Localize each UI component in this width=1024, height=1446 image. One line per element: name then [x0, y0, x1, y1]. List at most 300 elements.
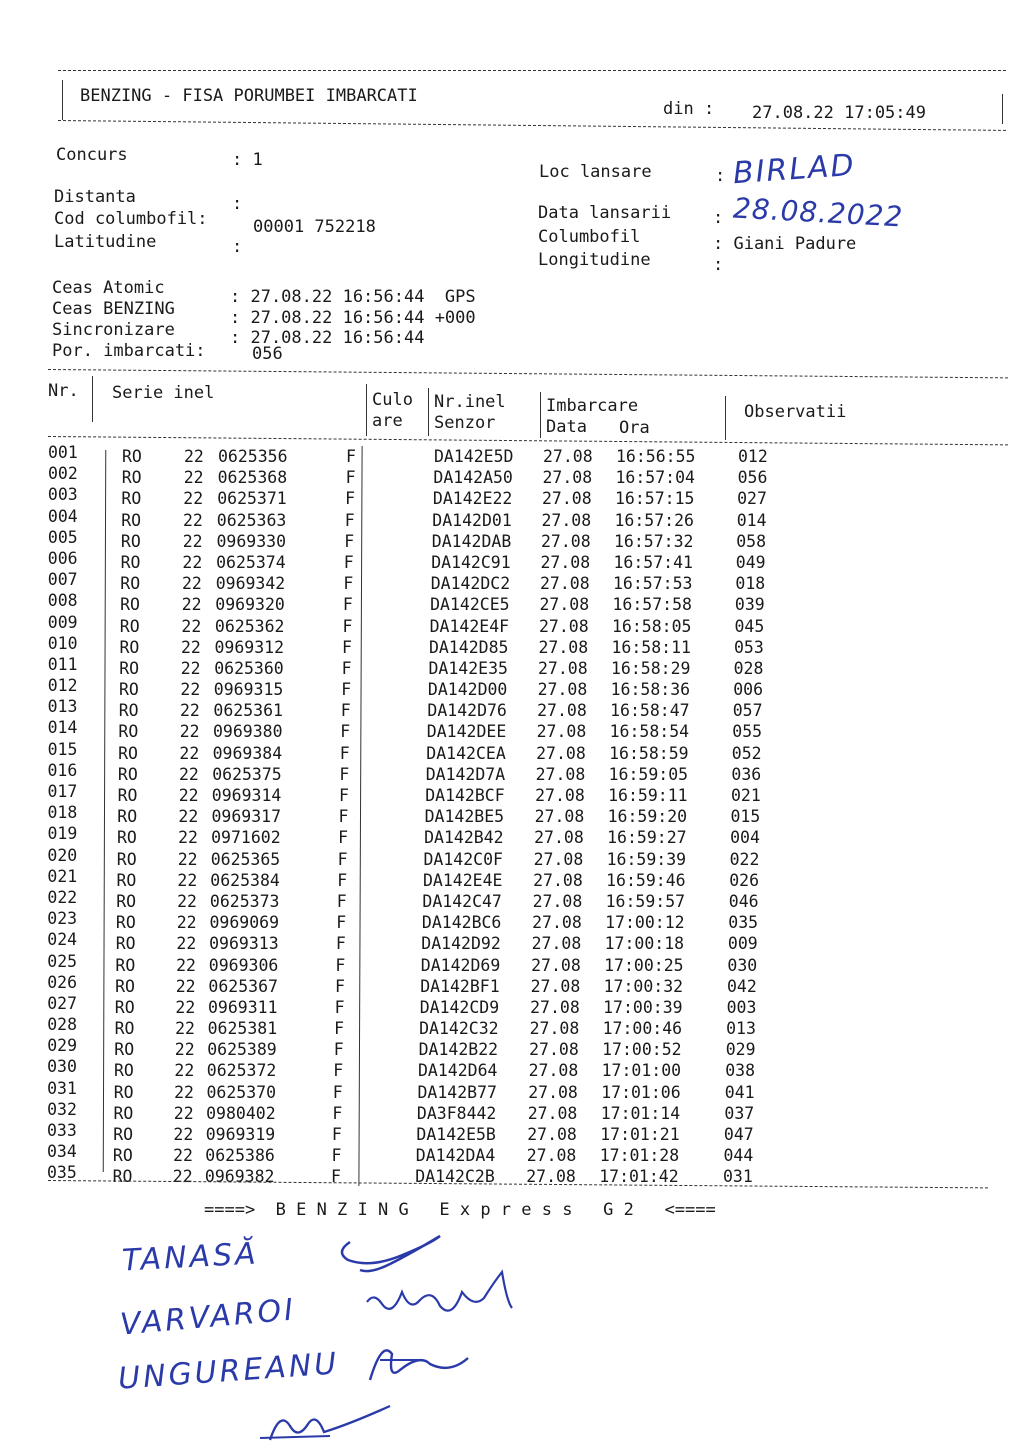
country-code: RO: [117, 764, 138, 784]
ring-year: 22: [182, 574, 202, 594]
sex-code: F: [342, 616, 353, 636]
boarding-date: 27.08: [539, 616, 589, 636]
country-code: RO: [116, 891, 137, 911]
row-number: 014: [47, 718, 78, 738]
col-header-nrinel: Nr.inel: [434, 392, 506, 412]
boarding-time: 16:58:11: [611, 637, 691, 657]
row-number: 008: [47, 591, 78, 611]
observation-number: 057: [732, 701, 763, 721]
ring-number: 0625389: [207, 1040, 277, 1060]
row-number: 006: [47, 548, 78, 568]
sensor-id: DA142C47: [422, 891, 502, 911]
distanta-value: :: [232, 194, 243, 214]
country-code: RO: [115, 934, 136, 954]
boarding-date: 27.08: [531, 955, 581, 975]
longitudine-label: Longitudine: [538, 250, 651, 270]
sensor-id: DA142DC2: [430, 574, 511, 594]
row-number: 015: [47, 739, 78, 759]
boarding-time: 16:59:11: [608, 786, 688, 805]
ring-number: 0971602: [211, 828, 281, 848]
table-row: [48, 634, 788, 655]
row-number: 024: [47, 930, 78, 950]
boarding-time: 17:00:25: [604, 955, 684, 975]
observation-number: 028: [733, 658, 764, 678]
row-number: 026: [47, 972, 78, 992]
separator-nr: [92, 376, 93, 422]
ring-year: 22: [176, 955, 196, 975]
boarding-time: 16:57:32: [614, 531, 694, 551]
country-code: RO: [118, 701, 139, 721]
observation-number: 026: [729, 870, 760, 890]
table-row: [48, 994, 788, 1015]
observation-number: 049: [735, 552, 766, 572]
col-header-senzor: Senzor: [434, 413, 496, 433]
row-number: 005: [47, 527, 78, 547]
country-code: RO: [115, 976, 135, 996]
table-top-border: [48, 369, 1008, 378]
table-row: [47, 824, 788, 848]
ring-year: 22: [177, 849, 198, 869]
signature-4: [250, 1396, 400, 1446]
boarding-date: 27.08: [532, 913, 582, 933]
ring-year: 22: [178, 786, 199, 805]
country-code: RO: [119, 658, 140, 678]
boarding-time: 16:58:54: [609, 722, 690, 742]
table-row: [48, 1079, 788, 1100]
observation-number: 030: [727, 955, 758, 975]
ring-year: 22: [173, 1125, 194, 1144]
ring-number: 0969382: [204, 1167, 275, 1187]
boarding-date: 27.08: [532, 891, 583, 911]
sex-code: F: [337, 870, 348, 890]
row-number: 001: [48, 443, 78, 462]
latitudine-label: Latitudine: [54, 232, 157, 252]
table-row: [47, 909, 788, 933]
sincronizare-label: Sincronizare: [52, 320, 175, 340]
ring-year: 22: [174, 1061, 195, 1081]
sensor-id: DA142CE5: [430, 595, 510, 615]
observation-number: 012: [738, 447, 768, 466]
table-row: [47, 591, 788, 615]
din-timestamp: 27.08.22 17:05:49: [752, 103, 926, 123]
ring-year: 22: [174, 1040, 195, 1060]
sex-code: F: [339, 743, 350, 763]
ring-year: 22: [184, 447, 204, 466]
sex-code: F: [341, 680, 352, 700]
row-number: 004: [47, 506, 78, 526]
sex-code: F: [336, 913, 347, 933]
boarding-date: 27.08: [538, 658, 588, 678]
ring-number: 0969312: [214, 637, 285, 657]
ring-year: 22: [180, 658, 201, 678]
boarding-date: 27.08: [530, 976, 581, 996]
sensor-id: DA142BC6: [421, 913, 502, 933]
boarding-date: 27.08: [536, 722, 587, 742]
country-code: RO: [114, 1040, 135, 1060]
separator-senzor: [540, 392, 541, 438]
country-code: RO: [114, 1019, 135, 1039]
sensor-id: DA142B42: [424, 828, 504, 848]
sensor-id: DA142BE5: [424, 807, 505, 827]
handwritten-name-2: VARVAROI: [118, 1292, 298, 1343]
sex-code: F: [337, 849, 348, 869]
country-code: RO: [114, 997, 135, 1017]
sex-code: F: [346, 447, 356, 466]
row-number: 020: [47, 845, 78, 865]
observation-number: 056: [737, 468, 768, 488]
row-number: 012: [47, 676, 78, 696]
sex-code: F: [338, 828, 349, 848]
sensor-id: DA142D76: [427, 701, 507, 721]
distanta-label: Distanta: [54, 187, 136, 207]
boarding-time: 17:00:46: [602, 1019, 683, 1039]
table-row: [47, 803, 788, 827]
ring-number: 0625368: [217, 468, 288, 488]
table-row: [48, 952, 788, 973]
din-label: din :: [663, 99, 715, 119]
table-row: [47, 1142, 788, 1166]
observation-number: 022: [729, 849, 760, 869]
row-number: 032: [47, 1099, 77, 1119]
row-number: 029: [47, 1036, 78, 1056]
row-number: 030: [47, 1057, 77, 1077]
ceas-benzing-value: : 27.08.22 16:56:44 +000: [230, 308, 476, 328]
country-code: RO: [122, 447, 142, 466]
boarding-date: 27.08: [541, 531, 591, 551]
boarding-date: 27.08: [533, 870, 583, 890]
boarding-date: 27.08: [526, 1146, 577, 1166]
boarding-time: 16:58:36: [610, 680, 691, 700]
boarding-date: 27.08: [537, 701, 587, 721]
country-code: RO: [113, 1103, 134, 1123]
observation-number: 003: [726, 997, 757, 1017]
boarding-time: 17:01:06: [601, 1082, 681, 1102]
sensor-id: DA142A50: [433, 468, 513, 488]
cod-value: 00001 752218: [253, 217, 376, 237]
table-row: [47, 485, 788, 509]
ring-number: 0625373: [209, 891, 280, 911]
separator-culo: [428, 388, 429, 436]
ring-number: 0969317: [211, 807, 282, 827]
ring-number: 0625365: [210, 849, 281, 869]
ring-number: 0625371: [217, 489, 287, 509]
por-imbarcati-value: 056: [252, 344, 283, 364]
row-number: 033: [47, 1121, 77, 1140]
table-row: [48, 613, 788, 634]
boarding-time: 17:00:52: [602, 1040, 682, 1060]
ring-year: 22: [183, 510, 203, 530]
country-code: RO: [119, 637, 140, 657]
sensor-id: DA142CD9: [419, 997, 500, 1017]
table-row: [47, 570, 788, 594]
sex-code: F: [336, 891, 347, 911]
ring-number: 0625360: [214, 658, 284, 678]
sensor-id: DA142C32: [419, 1019, 499, 1039]
table-row: [48, 528, 788, 549]
sex-code: F: [339, 764, 350, 784]
table-row: [48, 549, 788, 570]
boarding-time: 16:59:57: [605, 891, 686, 911]
sensor-id: DA142E4E: [423, 870, 503, 890]
country-code: RO: [118, 743, 138, 763]
observation-number: 039: [734, 595, 765, 615]
observation-number: 031: [723, 1167, 753, 1187]
boarding-date: 27.08: [528, 1082, 578, 1102]
boarding-time: 16:57:41: [613, 552, 693, 572]
sex-code: F: [341, 658, 352, 678]
row-number: 027: [47, 993, 78, 1013]
ceas-benzing-label: Ceas BENZING: [52, 299, 175, 319]
ring-number: 0969330: [216, 531, 287, 551]
boarding-date: 27.08: [535, 764, 586, 784]
country-code: RO: [116, 849, 137, 869]
row-number: 022: [47, 887, 78, 907]
ring-number: 0969069: [209, 913, 280, 933]
sex-code: F: [335, 934, 346, 954]
sex-code: F: [332, 1082, 343, 1102]
boarding-time: 17:01:28: [599, 1146, 680, 1166]
ring-number: 0625370: [206, 1082, 277, 1102]
ring-number: 0625356: [218, 447, 288, 466]
country-code: RO: [121, 489, 142, 509]
sex-code: F: [344, 510, 355, 530]
boarding-date: 27.08: [529, 1019, 580, 1039]
ring-number: 0969314: [211, 786, 282, 805]
observation-number: 047: [723, 1125, 754, 1144]
observation-number: 044: [723, 1146, 754, 1166]
observation-number: 027: [737, 489, 767, 509]
table-row: [47, 1036, 788, 1060]
country-code: RO: [116, 870, 137, 890]
boarding-time: 17:01:42: [599, 1167, 679, 1187]
country-code: RO: [120, 595, 140, 615]
col-header-serie: Serie inel: [112, 383, 215, 403]
country-code: RO: [118, 722, 139, 742]
table-row: [47, 1057, 788, 1081]
handwritten-name-3: UNGUREANU: [117, 1346, 341, 1397]
boarding-time: 16:58:59: [609, 743, 689, 763]
sex-code: F: [333, 1061, 344, 1081]
sex-code: F: [331, 1146, 342, 1166]
ring-number: 0625384: [210, 870, 280, 890]
row-number: 021: [47, 866, 78, 886]
row-number: 011: [47, 654, 78, 674]
ring-number: 0625361: [213, 701, 283, 721]
concurs-label: Concurs: [56, 145, 128, 165]
boarding-time: 16:58:29: [611, 658, 691, 678]
sex-code: F: [335, 955, 346, 975]
ring-year: 22: [182, 552, 203, 572]
ring-year: 22: [183, 489, 204, 509]
longitudine-value: :: [713, 255, 724, 275]
boarding-date: 27.08: [536, 743, 586, 763]
header-right-border: [1002, 94, 1003, 124]
boarding-time: 16:56:55: [616, 447, 696, 466]
ring-year: 22: [183, 468, 204, 488]
country-code: RO: [114, 1061, 134, 1081]
table-row: [48, 761, 788, 782]
ring-number: 0969311: [208, 997, 278, 1017]
row-number: 031: [47, 1078, 77, 1098]
ring-year: 22: [177, 870, 198, 890]
table-row: [48, 443, 788, 464]
boarding-date: 27.08: [534, 807, 585, 827]
boarding-date: 27.08: [530, 997, 580, 1017]
boarding-time: 16:57:53: [613, 574, 693, 594]
ring-year: 22: [175, 997, 196, 1017]
boarding-time: 17:01:21: [600, 1125, 680, 1144]
ring-number: 0625386: [205, 1146, 275, 1166]
sex-code: F: [331, 1167, 341, 1187]
ring-year: 22: [181, 616, 202, 636]
loc-lansare-label: Loc lansare: [539, 162, 652, 182]
sex-code: F: [333, 1040, 344, 1060]
observation-number: 013: [726, 1019, 756, 1039]
boarding-time: 16:59:27: [607, 828, 687, 848]
sensor-id: DA142C0F: [423, 849, 503, 869]
country-code: RO: [115, 955, 136, 975]
sensor-id: DA142D00: [427, 680, 508, 700]
sex-code: F: [342, 595, 353, 615]
row-number: 016: [47, 760, 78, 780]
boarding-time: 16:59:05: [608, 764, 689, 784]
latitudine-value: :: [232, 237, 243, 257]
sensor-id: DA142BF1: [420, 976, 500, 996]
observation-number: 015: [730, 807, 761, 827]
sex-code: F: [340, 701, 351, 721]
boarding-time: 17:01:14: [600, 1103, 681, 1123]
ring-year: 22: [175, 976, 196, 996]
ring-year: 22: [180, 680, 201, 700]
sensor-id: DA142E22: [432, 489, 513, 509]
boarding-time: 16:58:47: [610, 701, 690, 721]
observation-number: 009: [727, 934, 758, 954]
boarding-time: 16:59:46: [606, 870, 686, 890]
boarded-pigeons-table: [48, 443, 788, 1185]
ring-year: 22: [181, 595, 202, 615]
handwritten-name-1: TANASĂ: [121, 1236, 260, 1279]
sensor-id: DA142D7A: [425, 764, 506, 784]
ring-number: 0625363: [216, 510, 287, 530]
ring-number: 0625374: [216, 552, 286, 572]
ring-year: 22: [176, 934, 197, 954]
country-code: RO: [120, 531, 141, 551]
ring-number: 0625362: [214, 616, 285, 636]
boarding-time: 16:57:15: [615, 489, 695, 509]
sensor-id: DA3F8442: [416, 1103, 497, 1123]
boarding-time: 16:59:20: [607, 807, 688, 827]
sex-code: F: [342, 637, 352, 657]
sex-code: F: [345, 489, 356, 509]
ring-number: 0969313: [209, 934, 279, 954]
sensor-id: DA142B77: [417, 1082, 497, 1102]
sex-code: F: [335, 976, 345, 996]
observation-number: 018: [735, 574, 766, 594]
header-top-border: [58, 70, 1006, 71]
boarding-time: 16:57:04: [615, 468, 695, 488]
boarding-date: 27.08: [539, 595, 590, 615]
ring-year: 22: [179, 743, 200, 763]
row-number: 018: [47, 803, 78, 823]
boarding-date: 27.08: [537, 680, 588, 700]
ring-number: 0969380: [213, 722, 283, 742]
sex-code: F: [344, 531, 355, 551]
row-number: 002: [48, 464, 78, 484]
col-header-imbarcare: Imbarcare: [546, 396, 639, 416]
cod-label: Cod columbofil:: [54, 209, 208, 229]
boarding-date: 27.08: [535, 786, 585, 805]
sex-code: F: [343, 574, 354, 594]
sex-code: F: [338, 807, 349, 827]
boarding-date: 27.08: [526, 1167, 576, 1187]
observation-number: 052: [731, 743, 762, 763]
boarding-date: 27.08: [531, 934, 582, 954]
observation-number: 053: [734, 637, 764, 657]
row-number: 009: [47, 612, 78, 632]
sex-code: F: [331, 1125, 342, 1144]
sensor-id: DA142E4F: [429, 616, 510, 636]
observation-number: 006: [733, 680, 764, 700]
sensor-id: DA142D01: [432, 510, 512, 530]
row-number: 028: [47, 1015, 78, 1035]
ring-number: 0969315: [213, 680, 284, 700]
observation-number: 029: [725, 1040, 756, 1060]
boarding-time: 17:00:18: [604, 934, 685, 954]
country-code: RO: [117, 786, 138, 805]
row-number: 023: [47, 909, 78, 929]
observation-number: 042: [727, 976, 757, 996]
col-header-nr: Nr.: [48, 381, 79, 401]
sex-code: F: [334, 997, 345, 1017]
sex-code: F: [345, 468, 356, 488]
observation-number: 041: [724, 1082, 755, 1102]
col-header-data: Data: [546, 417, 587, 437]
col-header-culo: Culo: [372, 390, 413, 410]
ceas-atomic-label: Ceas Atomic: [52, 278, 165, 298]
ring-year: 22: [179, 764, 199, 784]
table-row: [47, 697, 788, 721]
table-row: [47, 676, 788, 700]
row-number: 034: [47, 1142, 77, 1162]
sex-code: F: [340, 722, 351, 742]
country-code: RO: [119, 616, 140, 636]
boarding-time: 16:57:26: [614, 510, 694, 530]
ring-number: 0625372: [206, 1061, 277, 1081]
boarding-date: 27.08: [538, 637, 589, 657]
row-number: 003: [47, 485, 78, 505]
separator-serie: [366, 384, 367, 436]
sensor-id: DA142E5B: [416, 1125, 496, 1144]
data-lansarii-sep: :: [713, 208, 724, 228]
sensor-id: DA142D64: [418, 1061, 498, 1081]
boarding-date: 27.08: [528, 1061, 579, 1081]
footer-benzing-express: ====> B E N Z I N G E x p r e s s G 2 <====: [204, 1200, 716, 1220]
country-code: RO: [117, 828, 137, 848]
row-number: 013: [47, 697, 78, 717]
table-row: [48, 888, 788, 909]
boarding-date: 27.08: [533, 849, 584, 869]
observation-number: 036: [731, 764, 762, 784]
row-number: 035: [47, 1163, 77, 1183]
ring-year: 22: [176, 913, 197, 933]
ring-year: 22: [180, 701, 200, 721]
ring-number: 0980402: [206, 1103, 276, 1123]
table-row: [47, 930, 788, 954]
boarding-time: 17:01:00: [601, 1061, 682, 1081]
boarding-time: 17:00:12: [605, 913, 685, 933]
ring-number: 0969320: [215, 595, 285, 615]
boarding-date: 27.08: [529, 1040, 579, 1060]
